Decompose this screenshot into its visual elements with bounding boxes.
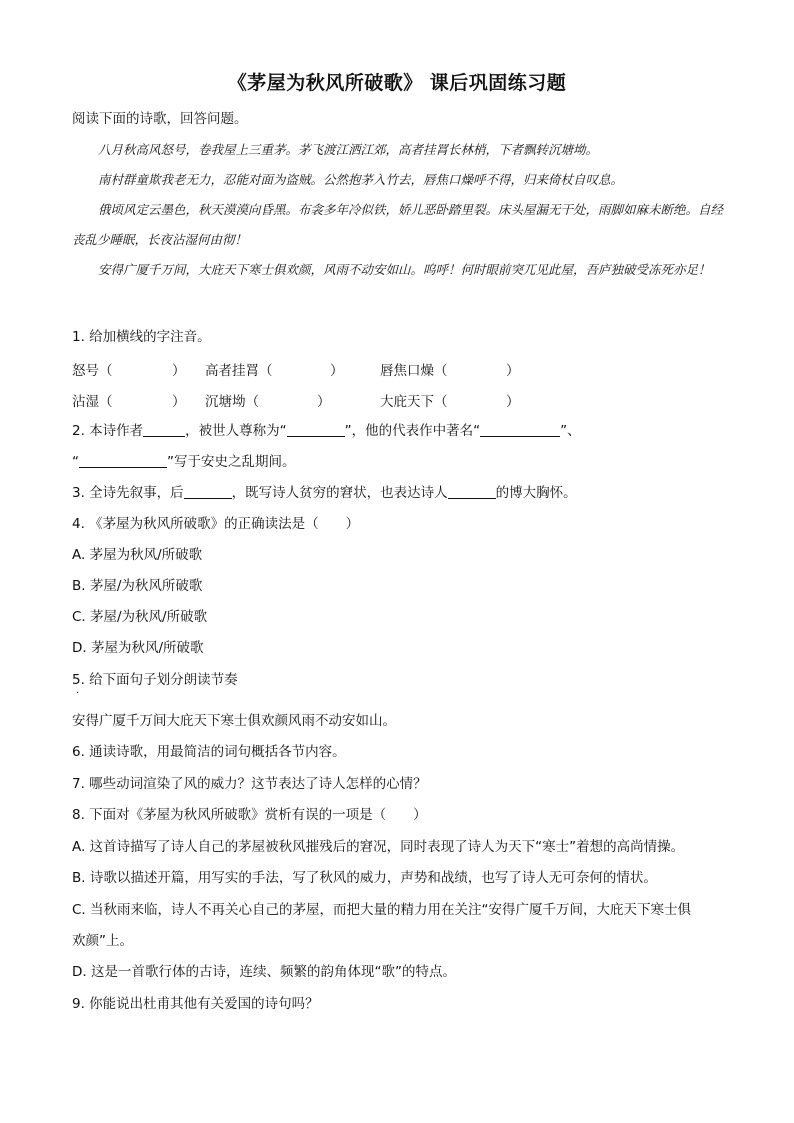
q1-item-tangao-close: ） bbox=[317, 394, 331, 410]
q8-option-c-line-2: 欢颜”上。 bbox=[72, 933, 133, 949]
q9-stem: 9. 你能说出杜甫其他有关爱国的诗句吗？ bbox=[72, 996, 319, 1012]
q3-blank-1[interactable] bbox=[184, 484, 232, 499]
q2-text-1: 2. 本诗作者 bbox=[72, 423, 144, 439]
q1-item-nuhao-close: ） bbox=[172, 363, 186, 379]
q3-line bbox=[72, 484, 577, 502]
poem-stanza-4: 安得广厦千万间，大庇天下寒士俱欢颜，风雨不动安如山。呜呼！何时眼前突兀见此屋，吾庐独破受冻死亦足！ bbox=[98, 262, 711, 277]
page-title: 《茅屋为秋风所破歌》 课后巩固练习题 bbox=[227, 72, 567, 94]
q8-option-a: A. 这首诗描写了诗人自己的茅屋被秋风摧残后的窘况，同时表现了诗人为天下“寒士”着想的高尚情操。 bbox=[72, 839, 685, 855]
q3-blank-2[interactable] bbox=[448, 484, 496, 499]
q8-stem: 8. 下面对《茅屋为秋风所破歌》赏析有误的一项是（ ） bbox=[72, 807, 427, 823]
q3-text-1: 3. 全诗先叙事，后 bbox=[72, 485, 184, 501]
q6-stem: 6. 通读诗歌，用最简洁的词句概括各节内容。 bbox=[72, 744, 346, 760]
q4-option-b: B. 茅屋/为秋风所破歌 bbox=[72, 578, 203, 594]
q2-text-4: ”、 bbox=[560, 423, 581, 439]
bullet-dot-mark: · bbox=[76, 688, 80, 699]
q4-stem: 4. 《茅屋为秋风所破歌》的正确读法是（ ） bbox=[72, 516, 360, 532]
q1-item-kouzao-close: ） bbox=[506, 363, 520, 379]
q8-option-d: D. 这是一首歌行体的古诗，连续、频繁的韵角体现“歌”的特点。 bbox=[72, 964, 456, 980]
poem-stanza-2: 南村群童欺我老无力，忍能对面为盗贼。公然抱茅入竹去，唇焦口燥呼不得，归来倚杖自叹息。 bbox=[98, 172, 624, 187]
q5-sentence: 安得广厦千万间大庇天下寒士俱欢颜风雨不动安如山。 bbox=[72, 713, 396, 729]
q8-option-c-line-1: C. 当秋雨来临，诗人不再关心自己的茅屋，而把大量的精力用在关注“安得广厦千万间，大庇天下寒士俱 bbox=[72, 902, 692, 918]
q2-blank-work-1[interactable] bbox=[480, 422, 560, 437]
q1-item-tangao: 沉塘坳（ bbox=[205, 394, 259, 410]
q1-stem: 1. 给加横线的字注音。 bbox=[72, 329, 211, 345]
q4-option-c: C. 茅屋/为秋风/所破歌 bbox=[72, 609, 208, 625]
q2-line-2 bbox=[72, 453, 296, 471]
q1-item-zhanshi: 沾湿（ bbox=[72, 394, 113, 410]
poem-body bbox=[72, 135, 732, 285]
q2-blank-work-2[interactable] bbox=[79, 453, 167, 468]
q1-item-dabi-close: ） bbox=[506, 394, 520, 410]
q2-text-5: “ bbox=[72, 454, 79, 470]
q4-option-d: D. 茅屋为秋风/所破歌 bbox=[72, 640, 204, 656]
q2-blank-title[interactable] bbox=[287, 422, 345, 437]
q2-text-3: ”，他的代表作中著名“ bbox=[344, 423, 481, 439]
q5-stem: 5. 给下面句子划分朗读节奏 bbox=[72, 672, 238, 688]
q7-stem: 7. 哪些动词渲染了风的威力？这节表达了诗人怎样的心情？ bbox=[72, 776, 427, 792]
q4-option-a: A. 茅屋为秋风/所破歌 bbox=[72, 547, 203, 563]
q2-blank-author[interactable] bbox=[143, 422, 185, 437]
poem-stanza-1: 八月秋高风怒号，卷我屋上三重茅。茅飞渡江洒江郊，高者挂罥长林梢，下者飘转沉塘坳。 bbox=[98, 142, 599, 157]
q2-text-2: ，被世人尊称为“ bbox=[185, 423, 287, 439]
q2-line-1 bbox=[72, 422, 581, 440]
instruction-text: 阅读下面的诗歌，回答问题。 bbox=[72, 111, 248, 127]
q2-text-6: ”写于安史之乱期间。 bbox=[167, 454, 296, 470]
q1-item-dabi: 大庇天下（ bbox=[380, 394, 448, 410]
poem-stanza-3: 俄顷风定云墨色，秋天漠漠向昏黑。布衾多年冷似铁，娇儿恶卧踏里裂。床头屋漏无干处，雨脚如麻未断绝。自经丧乱少睡眠，长夜沾湿何由彻！ bbox=[72, 202, 724, 247]
q8-option-b: B. 诗歌以描述开篇，用写实的手法，写了秋风的威力，声势和战绩，也写了诗人无可奈何的情状。 bbox=[72, 870, 657, 886]
q1-item-nuhao: 怒号（ bbox=[72, 363, 113, 379]
q1-item-kouzao: 唇焦口燥（ bbox=[380, 363, 448, 379]
q1-item-guajuan-close: ） bbox=[330, 363, 344, 379]
q1-item-guajuan: 高者挂罥（ bbox=[205, 363, 273, 379]
q3-text-3: 的博大胸怀。 bbox=[495, 485, 577, 501]
q3-text-2: ，既写诗人贫穷的窘状，也表达诗人 bbox=[231, 485, 448, 501]
q1-item-zhanshi-close: ） bbox=[172, 394, 186, 410]
